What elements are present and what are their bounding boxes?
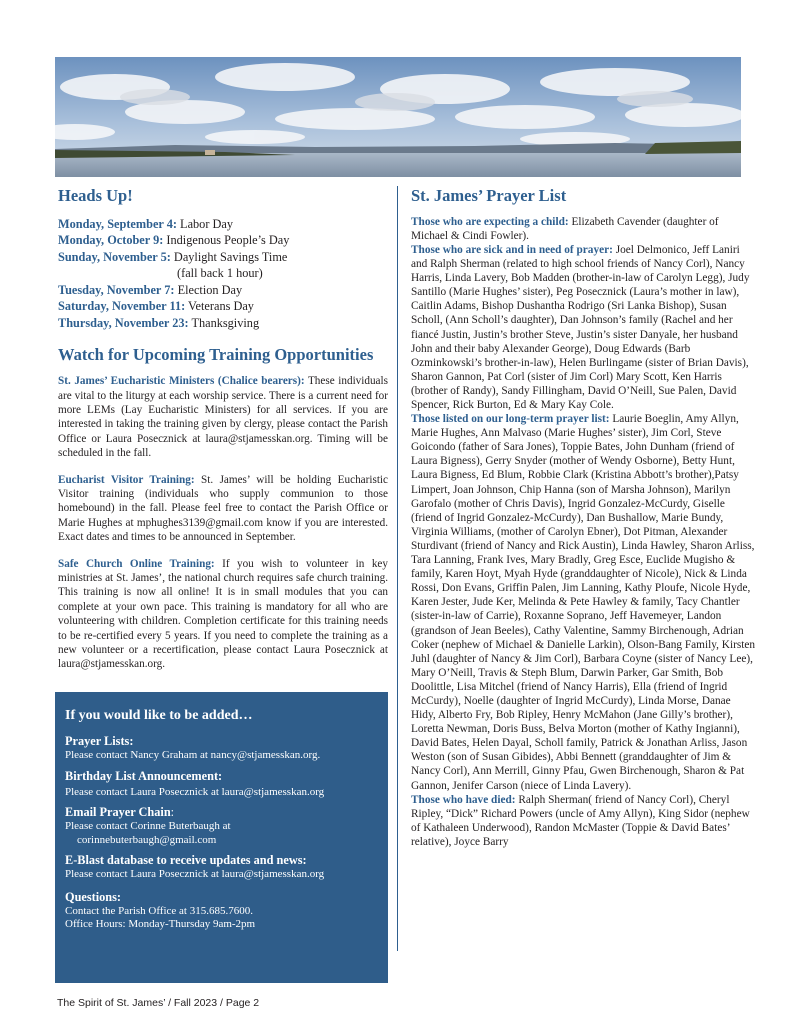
box-text: Office Hours: Monday-Thursday 9am-2pm xyxy=(65,918,256,930)
left-column xyxy=(58,186,388,672)
prayer-section xyxy=(411,793,756,849)
training-item xyxy=(58,473,388,545)
event-name: Daylight Savings Time xyxy=(170,249,288,264)
box-heading: Questions: xyxy=(65,889,122,904)
training-item xyxy=(58,557,388,672)
box-text: Please contact Nancy Graham at nancy@stjamesskan.org. xyxy=(65,749,321,761)
training-item-text: These individuals are vital to the liturgy at each worship service. There is a current need for more LEMs (Lay Eucharistic Ministers) for all services. If you are interested in taking the training given by clergy, please contact the Parish Office or Laura Posecznick at laura@stjamesskan.org. Timing will be scheduled in the fall. xyxy=(58,375,388,460)
prayer-section-text: Laurie Boeglin, Amy Allyn, Marie Hughes, Ann Malvaso (Marie Hughes’ sister), Jim Corl, Steve Goicondo (father of Sara Jones), Toppie Bates, John Dunham (friend of Laura Bigness), Gerry Snyder (mother of Wendy Osborne), Betty Hunt, Laura Bigness, Ed Blum, Robbie Clark (Kristina Abbott’s brother),Patsy Limpert, Joan Johnson, Chip Hanna (son of Marsha Johnson), Marilyn Garofalo (mother of Chris Davis), Ingrid Gonzalez-McCurdy, Giselle (friend of Ingrid Gonzalez-McCurdy), Dan Bushallow, Marie Bundy, Virginia Williams, (mother of Carolyn Ebner), Dot Pitman, Alexander Sturdivant (friend of Nancy and Rick Austin), Linda Hawley, Sharon Arliss, Tara Lanning, Frank Ives, Mary Bradly, Greg Esce, Euclide Mugisho & family, Karen Hoyt, Myah Hyde (granddaughter of Nicole), Nick & Linda Rossi, Don Evans, Griffin Palen, Jim Lanning, Kathy Ploufe, Nicole Hyde, Karen Jester, Jude Ker, Melinda & Pete Hawley & family, Tacy Chantler (sister-in-law of Carrie), Roxanne Soprano, Jeff Havemeyer, Landon (grandson of Jean Beeles), Cathy Valentine, Sammy Birchenough, Adrian Coker (nephew of Michael & Danielle Larkin), Olson-Bang Family, Kirsten Juhl (daughter of Nancy & Jim Corl), Barbara Coyne (sister of Nancy Lee), Mary O’Neill, Travis & Steph Blum, Darwin Parker, Gar Smith, Bob Doolittle, Lisa Mitchel (friend of Nancy Harris), Ella (friend of Ingrid McCurdy), Noelle (daughter of Ingrid McCurdy), Linda Morse, Danae Hidy, Alberto Fry, Bob Ripley, Henry McMahon (Jane Gilly’s brother), Loretta Newman, Doris Buss, Belva Morton (mother of Kathy Ingianni), David Bates, Helen Dayal, Scholl family, Patrick & Jonathan Arliss, Jason Weston (son of Susan Gibides), Abbi Bennett (granddaughter of Jim & Nancy Corl), Ann Merrill, Ginny Pfau, Gwen Birchenough, Sharon & Pat Gannon, Jenifer Carson (niece of Linda Lavery). xyxy=(411,413,756,792)
prayer-list-title: St. James’ Prayer List xyxy=(411,186,567,205)
training-item xyxy=(58,374,388,460)
event-name: Thanksgiving xyxy=(188,315,260,330)
event-date: Saturday, November 11: xyxy=(58,299,186,314)
box-title: If you would like to be added… xyxy=(65,708,253,723)
event-date: Sunday, November 5: xyxy=(58,249,171,264)
event-date: Monday, October 9: xyxy=(58,233,164,248)
box-text: Please contact Laura Posecznick at laura@stjamesskan.org xyxy=(65,868,325,880)
prayer-section xyxy=(411,243,756,412)
event-item xyxy=(58,216,388,233)
lake-landscape-photo xyxy=(55,57,741,177)
prayer-section xyxy=(411,215,756,243)
prayer-list-column xyxy=(397,186,756,951)
prayer-section-heading: Those who have died: xyxy=(411,793,516,806)
page-footer: The Spirit of St. James’ / Fall 2023 / Page 2 xyxy=(57,997,260,1009)
prayer-section-heading: Those who are sick and in need of prayer: xyxy=(411,243,613,256)
event-item xyxy=(58,298,388,315)
event-name: Election Day xyxy=(174,282,243,297)
event-note: (fall back 1 hour) xyxy=(177,266,263,281)
prayer-section-heading: Those listed on our long-term prayer list: xyxy=(411,413,610,426)
training-item-text: St. James’ will be holding Eucharistic Visitor training (individuals who supply communion to those homebound) in the fall. Please feel free to contact the Parish Office or Marie Hughes at mphughes3139@gmail.com know if you are interested. Exact dates and times to be announced in September. xyxy=(58,473,389,544)
event-item xyxy=(58,315,388,332)
training-item-heading: Safe Church Online Training: xyxy=(58,557,215,570)
training-item-heading: St. James’ Eucharistic Ministers (Chalice bearers): xyxy=(58,375,305,388)
box-heading: E-Blast database to receive updates and news: xyxy=(65,853,307,867)
event-date: Monday, September 4: xyxy=(58,216,177,231)
training-item-text: If you wish to volunteer in key ministries at St. James’, the national church requires safe church training. This training is now all online! It is in small modules that you can complete at your own pace. This training is mandatory for all who are volunteering with children. Completion certificate for this training needs to be re-certified every 5 years. If you need to complete the training as a new volunteer or a recertification, please contact Laura Posecznick at laura@stjamesskan.org. xyxy=(58,557,388,671)
training-item-heading: Eucharist Visitor Training: xyxy=(58,473,195,486)
event-date: Tuesday, November 7: xyxy=(58,282,175,297)
box-heading-label: Email Prayer Chain xyxy=(65,805,171,819)
prayer-section-text: Ralph Sherman( friend of Nancy Corl), Cheryl Ripley, “Dick” Richard Powers (uncle of Amy Allyn), King Sidor (nephew of Kathaleen Underwood), Randon McMaster (Toppie & David Bates’ relative), Joyce Barry xyxy=(411,793,750,848)
prayer-section-text: Joel Delmonico, Jeff Laniri and Ralph Sherman (related to high school friends of Nancy Corl), Nancy Harris, Linda Lavery, Bob Madden (brother-in-law of Carolyn Legg), Judy Santillo (Marie Hughes’ sister), Peg Posecznick (Laura’s mother in law), Caitlin Adams, Bishop Dushantha Rodrigo (Sri Lanka Bishop), Susan Scholl, (Ann Scholl’s daughter), Dan Johnson’s family (Rachel and her fiancé Justin, Justin’s brother Steve, Justin’s sister Danyale, her husband John and their baby Alexander George), Doug Edwards (Barb Ozminkowski’s brother-in-law), Helen Burlingame (sister of Brian Davis), Sharon Gannon, Pat Corl (sister of Jim Corl) Mary Scott, Ken Harris (brother of Randy), Sandy Fillingham, David O’Neill, Sue Palen, David Spencer, Rick Burton, Ed & Mary Kay Cole. xyxy=(411,243,750,412)
event-item xyxy=(58,282,388,299)
box-text: Please contact Corinne Buterbaugh at xyxy=(65,820,231,832)
box-heading: Birthday List Announcement: xyxy=(65,768,223,783)
box-heading: Prayer Lists: xyxy=(65,734,134,748)
events-list xyxy=(58,216,388,332)
add-to-lists-box xyxy=(55,692,388,983)
box-heading-colon: : xyxy=(170,805,175,819)
box-text: Contact the Parish Office at 315.685.7600. xyxy=(65,904,253,917)
box-text: Please contact Laura Posecznick at laura@stjamesskan.org xyxy=(65,785,325,798)
prayer-list-body xyxy=(411,215,756,849)
heads-up-title: Heads Up! xyxy=(58,186,133,205)
prayer-section-heading: Those who are expecting a child: xyxy=(411,215,569,228)
box-text: corinnebuterbaugh@gmail.com xyxy=(77,833,217,846)
prayer-section-text: Elizabeth Cavender (daughter of Michael & Cindi Fowler). xyxy=(411,215,719,242)
box-heading xyxy=(65,805,378,820)
event-name: Indigenous People’s Day xyxy=(163,233,290,248)
event-name: Labor Day xyxy=(176,216,233,231)
prayer-section xyxy=(411,412,756,793)
event-name: Veterans Day xyxy=(185,299,254,314)
event-item xyxy=(58,232,388,249)
training-title: Watch for Upcoming Training Opportunities xyxy=(58,345,374,365)
event-date: Thursday, November 23: xyxy=(58,315,189,330)
event-item xyxy=(58,249,388,266)
